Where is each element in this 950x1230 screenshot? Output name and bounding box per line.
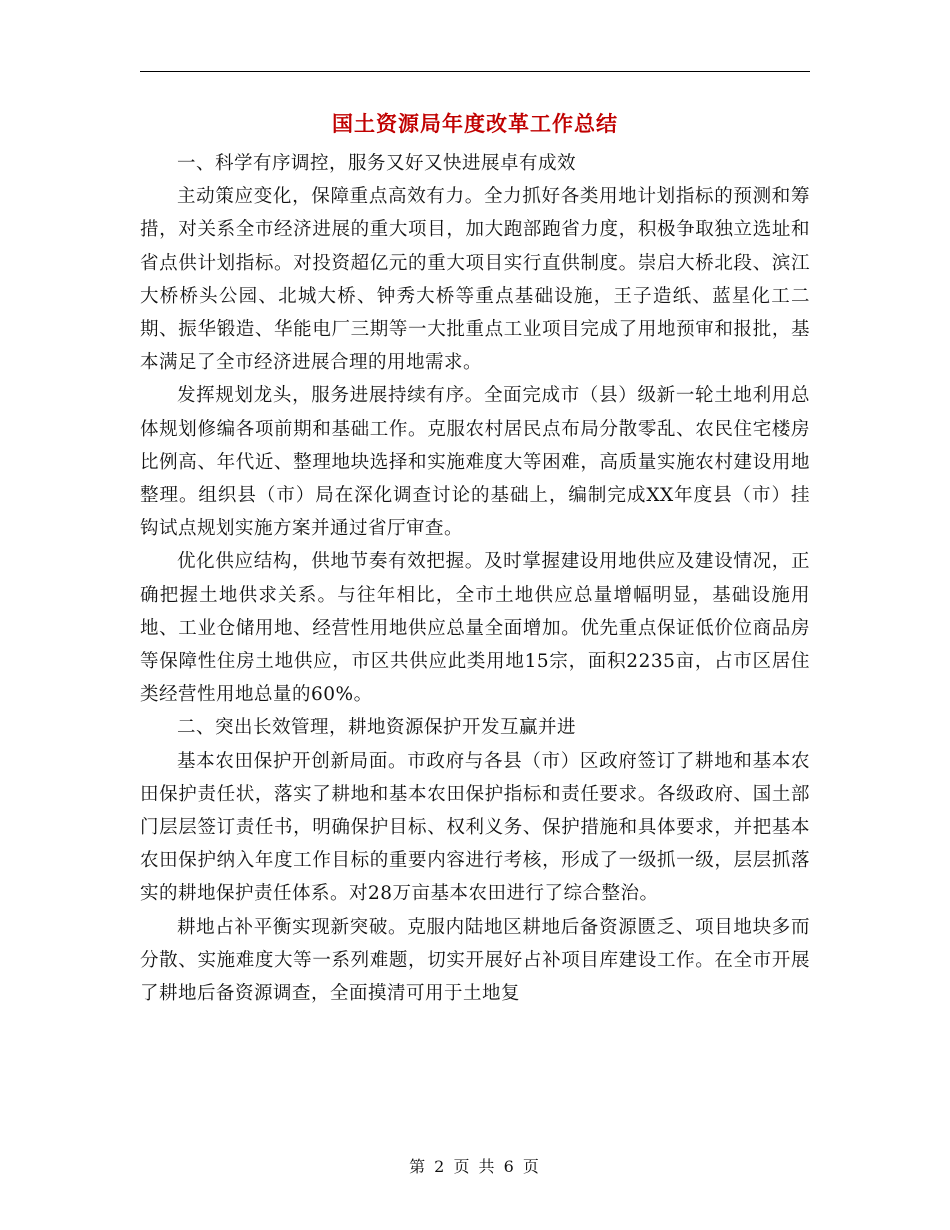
paragraph: 发挥规划龙头，服务进展持续有序。全面完成市（县）级新一轮土地利用总体规划修编各项前期和基础工作。克服农村居民点布局分散零乱、农民住宅楼房比例高、年代近、整理地块选择和实施难度大等困难，高质量实施农村建设用地整理。组织县（市）局在深化调查讨论的基础上，编制完成XX年度县（市）挂钩试点规划实施方案并通过省厅审查。 (140, 385, 810, 540)
header-rule (140, 71, 810, 72)
paragraph: 耕地占补平衡实现新突破。克服内陆地区耕地后备资源匮乏、项目地块多而分散、实施难度大等一系列难题，切实开展好占补项目库建设工作。在全市开展了耕地后备资源调查，全面摸清可用于土地复 (140, 916, 810, 1005)
document-body (140, 147, 810, 1010)
section-heading-2: 二、突出长效管理，耕地资源保护开发互赢并进 (177, 717, 577, 739)
paragraph: 基本农田保护开创新局面。市政府与各县（市）区政府签订了耕地和基本农田保护责任状，落实了耕地和基本农田保护指标和责任要求。各级政府、国土部门层层签订责任书，明确保护目标、权利义务、保护措施和具体要求，并把基本农田保护纳入年度工作目标的重要内容进行考核，形成了一级抓一级，层层抓落实的耕地保护责任体系。对28万亩基本农田进行了综合整治。 (140, 750, 810, 905)
paragraph: 主动策应变化，保障重点高效有力。全力抓好各类用地计划指标的预测和筹措，对关系全市经济进展的重大项目，加大跑部跑省力度，积极争取独立选址和省点供计划指标。对投资超亿元的重大项目实行直供制度。崇启大桥北段、滨江大桥桥头公园、北城大桥、钟秀大桥等重点基础设施，王子造纸、蓝星化工二期、振华锻造、华能电厂三期等一大批重点工业项目完成了用地预审和报批，基本满足了全市经济进展合理的用地需求。 (140, 186, 810, 374)
paragraph: 优化供应结构，供地节奏有效把握。及时掌握建设用地供应及建设情况，正确把握土地供求关系。与往年相比，全市土地供应总量增幅明显，基础设施用地、工业仓储用地、经营性用地供应总量全面增加。优先重点保证低价位商品房等保障性住房土地供应，市区共供应此类用地15宗，面积2235亩，占市区居住类经营性用地总量的60%。 (140, 551, 810, 706)
page-footer: 第 2 页 共 6 页 (409, 1157, 541, 1176)
document-title: 国土资源局年度改革工作总结 (332, 111, 618, 136)
section-heading-1: 一、科学有序调控，服务又好又快进展卓有成效 (177, 153, 577, 174)
